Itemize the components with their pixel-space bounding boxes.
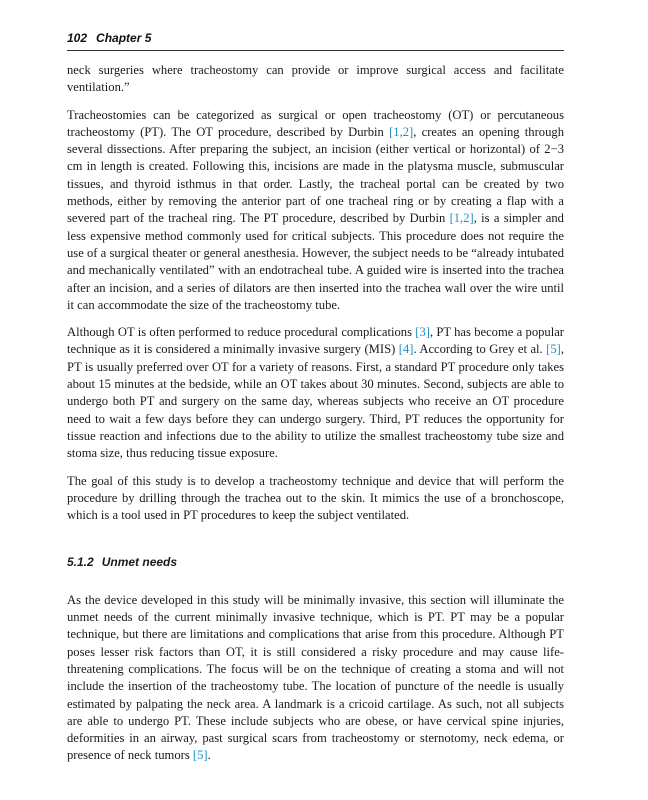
citation-link[interactable]: [1,2] [449, 211, 474, 226]
running-header [67, 31, 564, 45]
subsection-title: Unmet needs [101, 555, 178, 570]
paragraph-4: The goal of this study is to develop a tracheostomy technique and device that will perform the procedure by drilling through the trachea out to the skin. It mimics the use of a bronchoscope, which is a tool used in PT procedures to keep the subject ventilated. [67, 473, 564, 523]
paragraph-text: , PT has become a popular technique as it is considered a minimally invasive surgery (MIS) [67, 325, 564, 357]
paragraph-text: , PT is usually preferred over OT for a variety of reasons. First, a standard PT procedure only takes about 15 minutes at the bedside, while an OT takes about 30 minutes. Second, subjects are able to undergo both PT and surgery on the same day, whereas subjects who receive an OT procedure need to wait a few days before they can undergo surgery. Third, PT reduces the opportunity for tissue reaction and infections due to the ability to utilize the smallest tracheostomy tube size and stoma size, thus reducing tissue exposure. [67, 342, 564, 461]
citation-link[interactable]: [1,2] [389, 124, 414, 139]
paragraph-text: As the device developed in this study will be minimally invasive, this section will illuminate the unmet needs of the current minimally invasive technique, which is PT. PT may be a popular technique, but there are limitations and complications that arise from this procedure. Although PT poses lesser risk factors than OT, it is still considered a risky procedure and may cause life-threatening complications. The focus will be on the technique of creating a stoma and will not include the insertion of the tracheostomy tube. The location of puncture of the needle is usually estimated by palpating the neck area. A landmark is a cricoid cartilage. As such, not all subjects are able to undergo PT. These include subjects who are obese, or have cervical spine injuries, deformities in an airway, past surgical scars from tracheostomy or sternotomy, neck edema, or presence of neck tumors [67, 592, 564, 763]
page-number: 102 [67, 31, 88, 45]
paragraph-text: . According to Grey et al. [413, 342, 547, 357]
citation-link[interactable]: [4] [398, 342, 414, 357]
subsection-number: 5.1.2 [67, 555, 94, 570]
citation-link[interactable]: [5] [192, 748, 208, 763]
paragraph-text: , creates an opening through several dissections. After preparing the subject, an incision (either vertical or horizontal) of 2−3 cm in length is created. Following this, incisions are made in the platysma muscle, submuscular tissues, and thyroid isthmus in that order. Lastly, the tracheal portal can be created by two methods, either by removing the anterior part of one tracheal ring or by creating a flap with a severed part of the tracheal ring. The PT procedure, described by Durbin [67, 124, 564, 226]
citation-link[interactable]: [3] [415, 325, 430, 340]
paragraph-text: , is a simpler and less expensive method commonly used for critical subjects. This procedure does not require the use of a surgical theater or general anesthesia. However, the subject needs to be “already intubated and mechanically ventilated” with an endotracheal tube. A guided wire is inserted into the trachea after an incision, and a series of dilators are then inserted into the trachea wall over the wire until it can accommodate the size of the tracheostomy tube. [67, 211, 564, 312]
paragraph-text: . [207, 748, 211, 763]
header-divider [67, 50, 564, 51]
paragraph-5 [67, 592, 564, 765]
subsection-heading [67, 554, 564, 571]
paragraph-text: Although OT is often performed to reduce procedural complications [67, 325, 416, 340]
citation-link[interactable]: [5] [546, 342, 561, 357]
paragraph-1: neck surgeries where tracheostomy can provide or improve surgical access and facilitate ventilation.” [67, 63, 564, 95]
chapter-label: Chapter 5 [96, 31, 152, 45]
paragraph-text: Tracheostomies can be categorized as surgical or open tracheostomy (OT) or percutaneous tracheostomy (PT). The OT procedure, described by Durbin [67, 107, 564, 139]
paragraph-3 [67, 324, 564, 462]
body-text [67, 62, 564, 775]
paragraph-2 [67, 107, 564, 315]
